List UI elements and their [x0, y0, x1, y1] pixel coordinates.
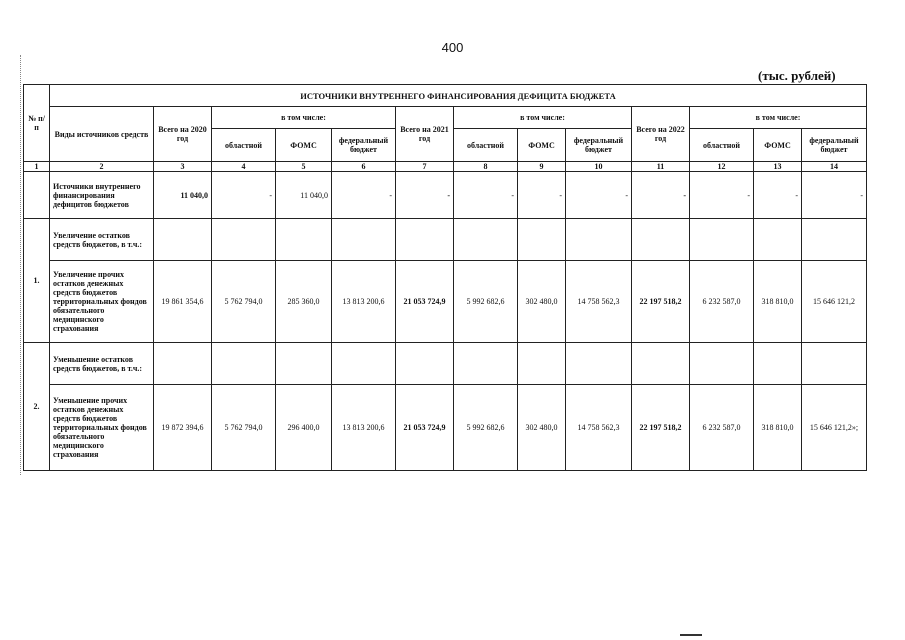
col-number: 8: [454, 162, 518, 172]
header-foms-2020: ФОМС: [276, 129, 332, 162]
cell-federal-2021: 14 758 562,3: [566, 385, 632, 471]
cell-total-2022: -: [632, 172, 690, 219]
cell-foms-2021: 302 480,0: [518, 261, 566, 343]
scan-margin-line: [20, 55, 22, 475]
cell-foms-2020: 296 400,0: [276, 385, 332, 471]
table-row: [24, 343, 867, 385]
cell-total-2021: 21 053 724,9: [396, 261, 454, 343]
cell-regional-2020: -: [212, 172, 276, 219]
cell-regional-2021: 5 992 682,6: [454, 261, 518, 343]
cell-foms-2022: 318 810,0: [754, 385, 802, 471]
row-label: Увеличение остатков средств бюджетов, в т.ч.:: [50, 219, 154, 261]
page-number: 400: [441, 40, 464, 55]
cell-federal-2020: 13 813 200,6: [332, 261, 396, 343]
header-total-2022: Всего на 2022 год: [632, 107, 690, 162]
header-incl-2021: в том числе:: [454, 107, 632, 129]
col-number: 2: [50, 162, 154, 172]
cell-federal-2022: 15 646 121,2: [802, 261, 867, 343]
cell-foms-2020: 11 040,0: [276, 172, 332, 219]
row-label: Уменьшение остатков средств бюджетов, в т.ч.:: [50, 343, 154, 385]
header-incl-2020: в том числе:: [212, 107, 396, 129]
header-types: Виды источников средств: [50, 107, 154, 162]
budget-table: [23, 84, 867, 471]
col-number: 9: [518, 162, 566, 172]
row-label: Источники внутреннего финансирования дефицитов бюджетов: [50, 172, 154, 219]
header-regional-2020: областной: [212, 129, 276, 162]
col-number: 14: [802, 162, 867, 172]
header-regional-2022: областной: [690, 129, 754, 162]
header-regional-2021: областной: [454, 129, 518, 162]
col-number: 10: [566, 162, 632, 172]
cell-federal-2021: 14 758 562,3: [566, 261, 632, 343]
cell-total-2020: 11 040,0: [154, 172, 212, 219]
header-foms-2022: ФОМС: [754, 129, 802, 162]
cell-total-2021: 21 053 724,9: [396, 385, 454, 471]
cell-foms-2022: -: [754, 172, 802, 219]
cell-foms-2022: 318 810,0: [754, 261, 802, 343]
cell-foms-2021: 302 480,0: [518, 385, 566, 471]
col-number: 3: [154, 162, 212, 172]
row-number: 2.: [24, 343, 50, 471]
header-federal-2021: федеральный бюджет: [566, 129, 632, 162]
header-federal-2022: федеральный бюджет: [802, 129, 867, 162]
header-federal-2020: федеральный бюджет: [332, 129, 396, 162]
header-foms-2021: ФОМС: [518, 129, 566, 162]
col-number: 1: [24, 162, 50, 172]
cell-foms-2020: 285 360,0: [276, 261, 332, 343]
cell-regional-2022: 6 232 587,0: [690, 261, 754, 343]
cell-total-2021: -: [396, 172, 454, 219]
cell-foms-2021: -: [518, 172, 566, 219]
table-row: [24, 172, 867, 219]
units-label: (тыс. рублей): [758, 68, 836, 83]
col-number: 4: [212, 162, 276, 172]
scan-bottom-mark: [680, 634, 702, 636]
col-number: 13: [754, 162, 802, 172]
cell-federal-2022: 15 646 121,2»;: [802, 385, 867, 471]
col-number: 6: [332, 162, 396, 172]
cell-total-2020: 19 872 394,6: [154, 385, 212, 471]
table-row: [24, 261, 867, 343]
cell-regional-2022: 6 232 587,0: [690, 385, 754, 471]
cell-regional-2020: 5 762 794,0: [212, 261, 276, 343]
row-number: [24, 172, 50, 219]
header-total-2020: Всего на 2020 год: [154, 107, 212, 162]
cell-total-2022: 22 197 518,2: [632, 261, 690, 343]
cell-federal-2022: -: [802, 172, 867, 219]
cell-regional-2021: -: [454, 172, 518, 219]
col-number: 7: [396, 162, 454, 172]
table-title: ИСТОЧНИКИ ВНУТРЕННЕГО ФИНАНСИРОВАНИЯ ДЕФИЦИТА БЮДЖЕТА: [50, 85, 867, 107]
header-incl-2022: в том числе:: [690, 107, 867, 129]
row-number: 1.: [24, 219, 50, 343]
cell-federal-2020: -: [332, 172, 396, 219]
cell-federal-2020: 13 813 200,6: [332, 385, 396, 471]
table-row: [24, 385, 867, 471]
cell-regional-2020: 5 762 794,0: [212, 385, 276, 471]
cell-total-2020: 19 861 354,6: [154, 261, 212, 343]
cell-regional-2021: 5 992 682,6: [454, 385, 518, 471]
cell-regional-2022: -: [690, 172, 754, 219]
header-total-2021: Всего на 2021 год: [396, 107, 454, 162]
cell-federal-2021: -: [566, 172, 632, 219]
cell-total-2022: 22 197 518,2: [632, 385, 690, 471]
row-label: Уменьшение прочих остатков денежных средств бюджетов территориальных фондов обязательного медицинского страхования: [50, 385, 154, 471]
row-label: Увеличение прочих остатков денежных средств бюджетов территориальных фондов обязательного медицинского страхования: [50, 261, 154, 343]
col-number: 5: [276, 162, 332, 172]
col-number: 12: [690, 162, 754, 172]
header-no: № п/п: [24, 85, 50, 162]
table-row: [24, 219, 867, 261]
col-number: 11: [632, 162, 690, 172]
